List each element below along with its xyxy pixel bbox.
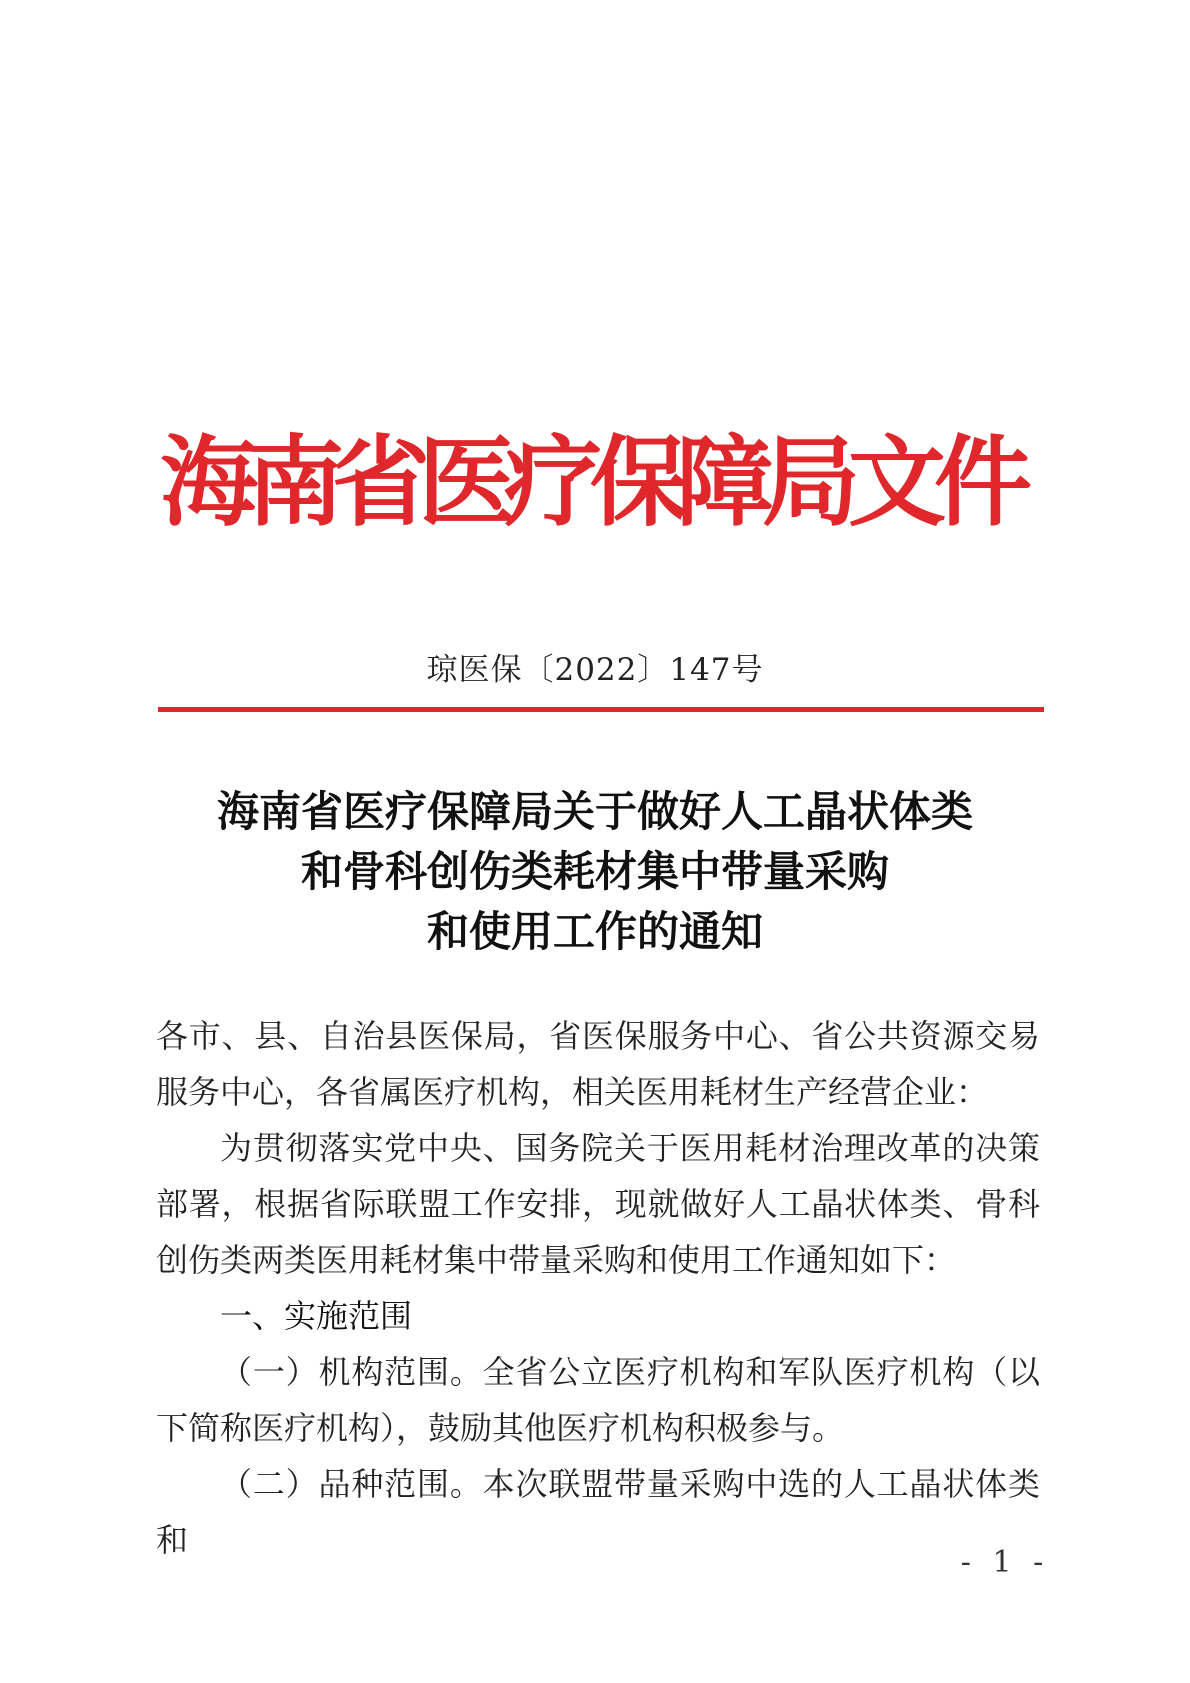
masthead-char: 南 [246, 425, 347, 540]
masthead-char: 障 [676, 425, 777, 540]
title-line: 和使用工作的通知 [426, 907, 763, 956]
intro-paragraph: 为贯彻落实党中央、国务院关于医用耗材治理改革的决策部署，根据省际联盟工作安排，现就做好人工晶状体类、骨科创伤类两类医用耗材集中带量采购和使用工作通知如下： [156, 1129, 1040, 1279]
document-body [156, 1008, 1040, 1568]
item-paragraph: （一）机构范围。全省公立医疗机构和军队医疗机构（以下简称医疗机构），鼓励其他医疗机构积极参与。 [156, 1353, 1040, 1447]
masthead-char: 件 [934, 425, 1035, 540]
masthead-char: 文 [848, 425, 949, 540]
masthead-char: 省 [332, 425, 433, 540]
masthead-char: 医 [418, 425, 519, 540]
title-line: 海南省医疗保障局关于做好人工晶状体类 [216, 787, 973, 836]
masthead-char: 局 [762, 425, 863, 540]
document-title [0, 782, 1190, 962]
masthead-char: 疗 [504, 425, 605, 540]
red-divider-line [158, 707, 1044, 712]
title-line: 和骨科创伤类耗材集中带量采购 [300, 847, 889, 896]
masthead-char: 海 [160, 425, 261, 540]
masthead-title [160, 425, 1035, 540]
document-number: 琼医保〔2022〕147号 [426, 652, 764, 688]
page-number: - 1 - [960, 1545, 1050, 1580]
section-heading: 一、实施范围 [220, 1297, 413, 1335]
addressee-paragraph: 各市、县、自治县医保局，省医保服务中心、省公共资源交易服务中心，各省属医疗机构，相关医用耗材生产经营企业： [156, 1017, 1040, 1111]
masthead-char: 保 [590, 425, 691, 540]
item-paragraph: （二）品种范围。本次联盟带量采购中选的人工晶状体类和 [156, 1465, 1040, 1559]
